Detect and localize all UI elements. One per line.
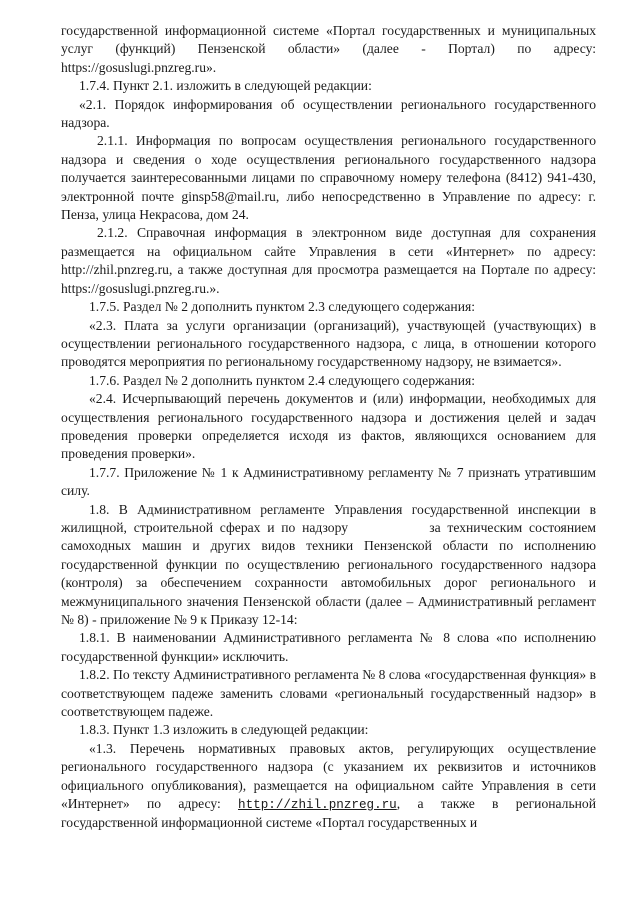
paragraph-1-8-2: 1.8.2. По тексту Административного регламента № 8 слова «государственная функция» в соответствующем падеже заменить словами «региональный государственный надзор» в соответствующем падеже. [61,667,596,720]
paragraph-2-3: «2.3. Плата за услуги организации (организаций), участвующей (участвующих) в осуществлении регионального государственного надзора, с лица, в отношении которого проводятся мероприятия по региональному государственному надзору, не взимается». [61,317,596,370]
website-link[interactable]: http://zhil.pnzreg.ru [238,798,397,813]
paragraph-1-3-text-before: «1.3. Перечень нормативных правовых актов, регулирующих осуществление регионального государственного надзора (с указанием их реквизитов и источников официального опубликования), размещается на официальном сайте Управления в сети «Интернет» по адресу: [61,740,596,812]
paragraph-2-1: «2.1. Порядок информирования об осуществлении регионального государственного надзора. [61,96,596,131]
paragraph-1-7-4: 1.7.4. Пункт 2.1. изложить в следующей редакции: [79,78,372,94]
paragraph-1-3 [61,740,596,833]
paragraph-portal-continuation: государственной информационной системе «Портал государственных и муниципальных услуг (функций) Пензенской области» (далее - Портал) по адресу: https://gosuslugi.pnzreg.ru». [61,23,596,75]
paragraph-1-7-6: 1.7.6. Раздел № 2 дополнить пунктом 2.4 следующего содержания: [89,372,476,388]
paragraph-1-8-1: 1.8.1. В наименовании Административного регламента № 8 слова «по исполнению государственной функции» исключить. [61,630,596,664]
paragraph-1-8: 1.8. В Административном регламенте Управления государственной инспекции в жилищной, строительной сферах и по надзору за техническим состоянием самоходных машин и других видов техники Пензенской области по исполнению государственной функции по осуществлению регионального государственного надзора (контроля) за обеспечением сохранности автомобильных дорог регионального и межмуниципального значения Пензенской области (далее – Административный регламент № 8) - приложение № 9 к Приказу 12-14: [61,501,600,627]
paragraph-2-1-2: 2.1.2. Справочная информация в электронном виде доступная для сохранения размещается на официальном сайте Управления в сети «Интернет» по адресу: http://zhil.pnzreg.ru, а также доступная для просмотра размещается на Портале по адресу: https://gosuslugi.pnzreg.ru.». [61,225,596,296]
paragraph-1-3-text-after: , а также в региональной государственной информационной системе «Портал государственных и [61,796,597,831]
paragraph-1-7-5: 1.7.5. Раздел № 2 дополнить пунктом 2.3 следующего содержания: [89,299,476,315]
paragraph-1-7-7: 1.7.7. Приложение № 1 к Административному регламенту № 7 признать утратившим силу. [61,464,596,499]
paragraph-1-8-3: 1.8.3. Пункт 1.3 изложить в следующей редакции: [79,722,369,738]
paragraph-2-1-1: 2.1.1. Информация по вопросам осуществления регионального государственного надзора и сведения о ходе осуществления регионального государственного надзора получается заинтересованными лицами по справочному номеру телефона (8412) 941-430, электронной почте ginsp58@mail.ru, либо непосредственно в Управление по адресу: г. Пенза, улица Некрасова, дом 24. [61,133,596,223]
paragraph-2-4: «2.4. Исчерпывающий перечень документов и (или) информации, необходимых для осуществления регионального государственного надзора и достижения целей и задач проведения проверки определяется исходя из фактов, являющихся основанием для проведения проверки». [61,391,596,462]
